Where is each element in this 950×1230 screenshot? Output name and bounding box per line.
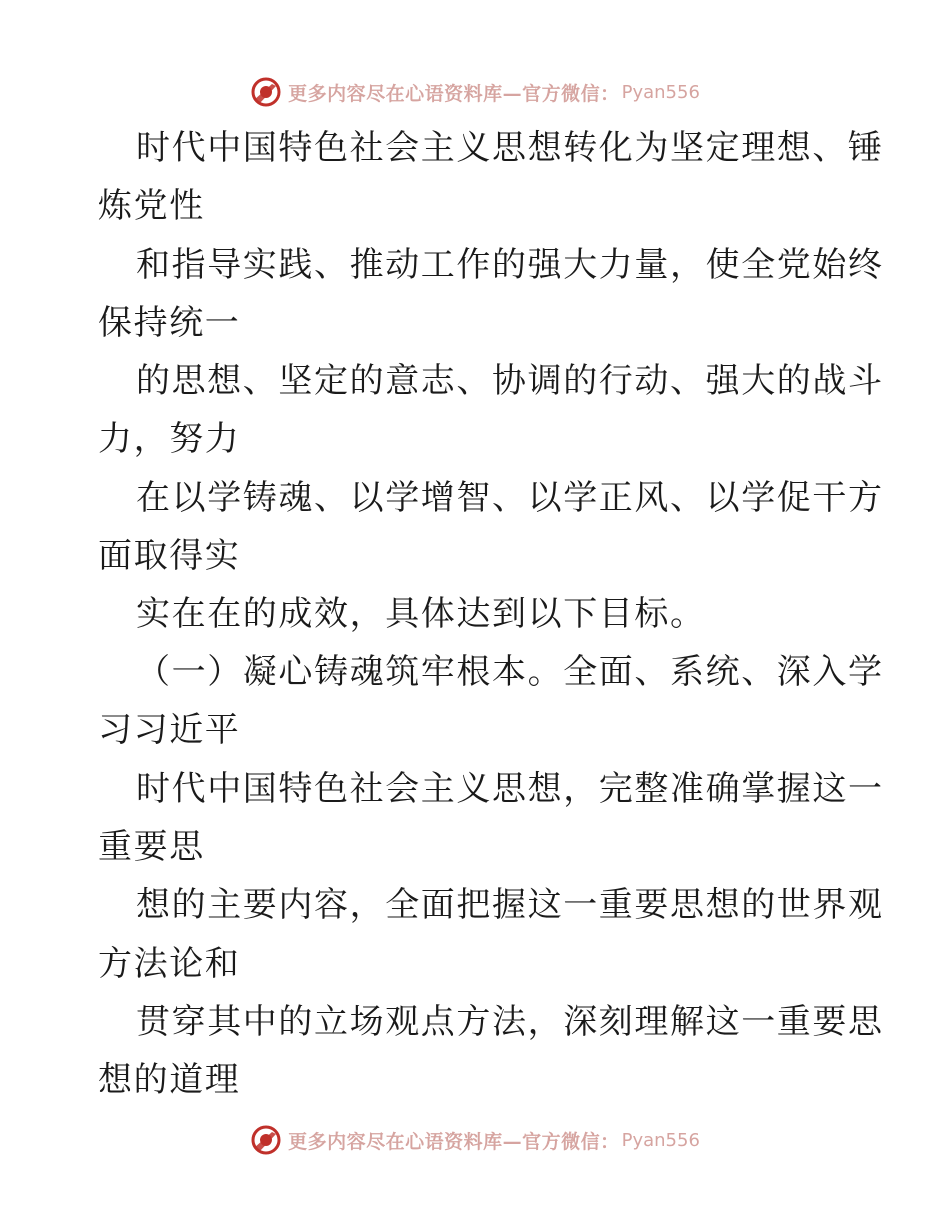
paragraph-2-line-2: 保持统一 xyxy=(98,303,241,343)
paragraph-7-line-2: 重要思 xyxy=(98,827,205,867)
watermark-text: 更多内容尽在心语资料库—官方微信： xyxy=(288,82,620,105)
watermark-wechat-id: Pyan556 xyxy=(621,1129,700,1151)
footer-watermark xyxy=(0,1120,950,1160)
paragraph-6-line-2: 习习近平 xyxy=(98,710,241,750)
paragraph-4-line-1: 在以学铸魂、以学增智、以学正风、以学促干方 xyxy=(136,478,884,518)
paragraph-8-line-1: 想的主要内容，全面把握这一重要思想的世界观 xyxy=(136,885,884,925)
header-watermark xyxy=(0,72,950,112)
paragraph-7-line-1: 时代中国特色社会主义思想，完整准确掌握这一 xyxy=(136,769,884,809)
paragraph-5-line-1: 实在在的成效，具体达到以下目标。 xyxy=(136,594,706,634)
watermark-wechat-id: Pyan556 xyxy=(621,81,700,103)
watermark-text: 更多内容尽在心语资料库—官方微信： xyxy=(288,1130,620,1153)
paragraph-2-line-1: 和指导实践、推动工作的强大力量，使全党始终 xyxy=(136,245,884,285)
red-circular-seal-icon xyxy=(250,76,282,108)
paragraph-3-line-2: 力，努力 xyxy=(98,419,241,459)
paragraph-1-line-2: 炼党性 xyxy=(98,186,205,226)
paragraph-9-line-2: 想的道理 xyxy=(98,1060,241,1100)
paragraph-6-line-1: （一）凝心铸魂筑牢根本。全面、系统、深入学 xyxy=(136,652,884,692)
paragraph-1-line-1: 时代中国特色社会主义思想转化为坚定理想、锤 xyxy=(136,128,884,168)
paragraph-3-line-1: 的思想、坚定的意志、协调的行动、强大的战斗 xyxy=(136,361,884,401)
red-circular-seal-icon xyxy=(250,1124,282,1156)
paragraph-9-line-1: 贯穿其中的立场观点方法，深刻理解这一重要思 xyxy=(136,1002,884,1042)
paragraph-8-line-2: 方法论和 xyxy=(98,944,241,984)
paragraph-4-line-2: 面取得实 xyxy=(98,536,241,576)
